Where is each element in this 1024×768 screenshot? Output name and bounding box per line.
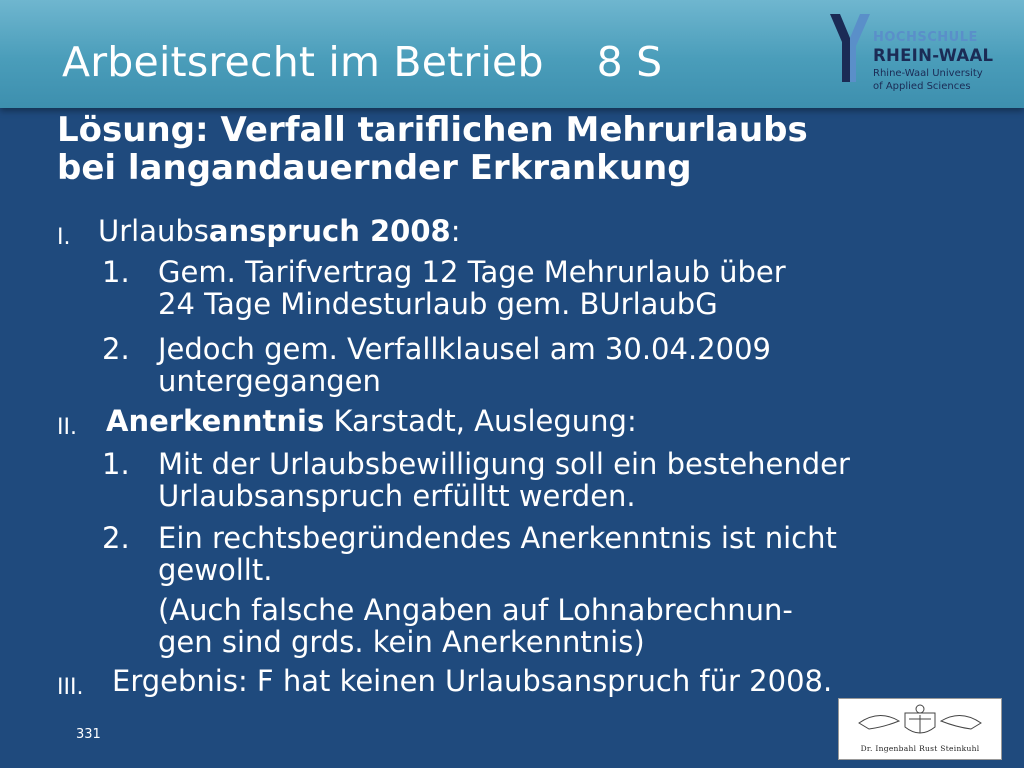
logo-text-rhein-waal: RHEIN-WAAL (873, 46, 994, 65)
section-1-item-1-number: 1. (102, 255, 130, 289)
section-2-heading-bold: Anerkenntnis (106, 404, 325, 438)
section-2-item-1-line-1: Mit der Urlaubsbewilligung soll ein bestehender (158, 447, 850, 481)
university-logo (828, 12, 1008, 98)
section-2-item-2-line-1: Ein rechtsbegründendes Anerkenntnis ist nicht (158, 521, 837, 555)
header-bar (0, 0, 1024, 108)
section-3-number: III. (57, 675, 84, 700)
slide-title: Arbeitsrecht im Betrieb 8 S (62, 38, 663, 86)
section-3-text: Ergebnis: F hat keinen Urlaubsanspruch für 2008. (112, 664, 833, 698)
section-1-item-2-line-1: Jedoch gem. Verfallklausel am 30.04.2009 (158, 332, 771, 366)
logo-text-university: Rhine-Waal University (873, 68, 983, 79)
section-1-heading-post: : (450, 214, 461, 248)
section-1-item-2-number: 2. (102, 332, 130, 366)
section-1-number: I. (57, 225, 71, 250)
section-1-item-1-line-1: Gem. Tarifvertrag 12 Tage Mehrurlaub über (158, 255, 786, 289)
section-2-item-1-line-2: Urlaubsanspruch erfülltt werden. (158, 479, 636, 513)
section-2-item-2-number: 2. (102, 521, 130, 555)
subtitle-line-1: Lösung: Verfall tariflichen Mehrurlaubs (57, 110, 808, 150)
logo-text-applied-sciences: of Applied Sciences (873, 81, 971, 92)
section-2-item-1-number: 1. (102, 447, 130, 481)
section-2-note-line-2: gen sind grds. kein Anerkenntnis) (158, 625, 645, 659)
section-1-heading-pre: Urlaubs (98, 214, 209, 248)
subtitle-line-2: bei langandauernder Erkrankung (57, 148, 692, 188)
section-1-item-2-line-2: untergegangen (158, 364, 381, 398)
section-1-heading (98, 214, 460, 248)
page-number: 331 (76, 727, 101, 742)
slide-subtitle (57, 111, 977, 187)
section-1-heading-bold: anspruch 2008 (208, 214, 451, 248)
law-firm-stamp (838, 698, 1002, 760)
section-2-heading (106, 404, 637, 438)
section-1-item-1-line-2: 24 Tage Mindesturlaub gem. BUrlaubG (158, 287, 718, 321)
stamp-caption: Dr. Ingenbahl Rust Steinkuhl (860, 744, 980, 753)
hochschule-logo-icon (828, 12, 872, 84)
logo-text-hochschule: HOCHSCHULE (873, 30, 978, 45)
section-2-heading-post: Karstadt, Auslegung: (324, 404, 637, 438)
section-2-item-2-line-2: gewollt. (158, 553, 273, 587)
coat-of-arms-icon (839, 701, 1001, 745)
section-2-note-line-1: (Auch falsche Angaben auf Lohnabrechnun- (158, 593, 793, 627)
section-2-number: II. (57, 415, 77, 440)
